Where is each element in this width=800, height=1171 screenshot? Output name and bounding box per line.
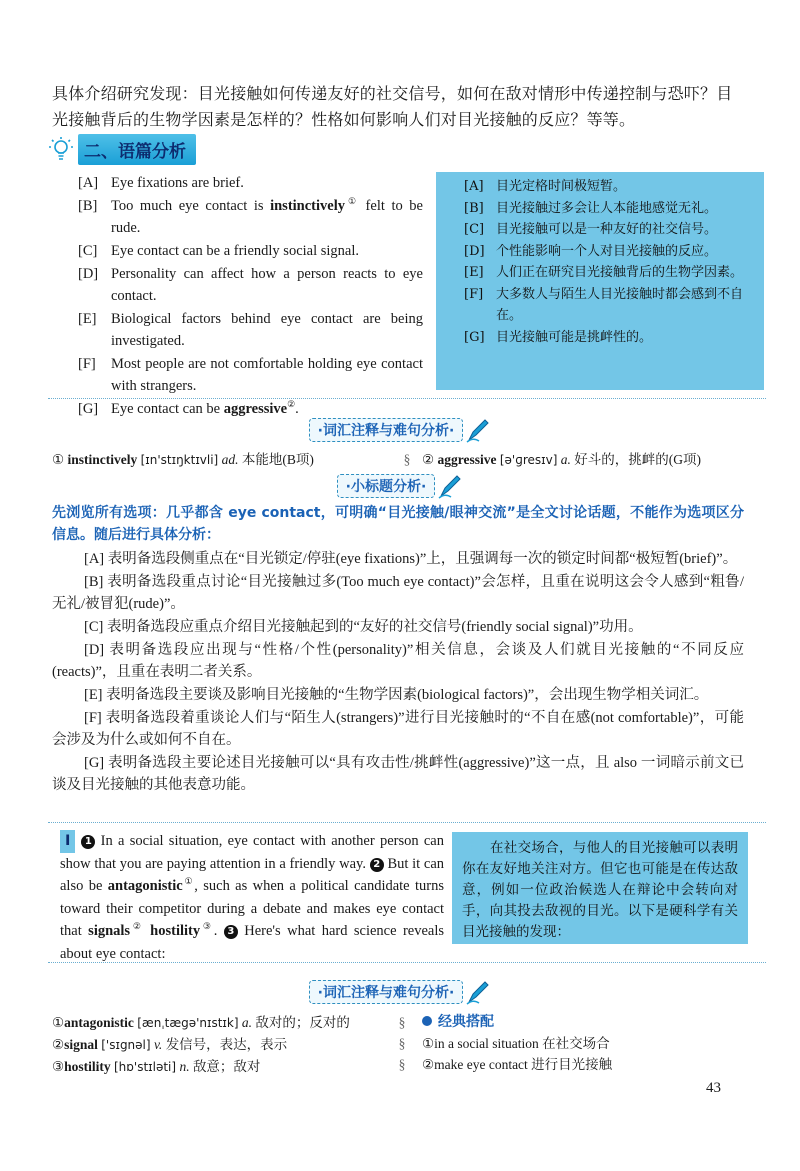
vocab-notes-1 bbox=[52, 450, 752, 470]
page-number: 43 bbox=[706, 1080, 721, 1096]
option-g bbox=[78, 398, 423, 420]
option-label: [B] bbox=[78, 198, 98, 214]
translation-f: [F] 大多数人与陌生人目光接触时都会感到不自在。 bbox=[464, 286, 744, 323]
translation-b: [B] 目光接触过多会让人本能地感觉无礼。 bbox=[464, 200, 718, 216]
subtitle-analysis-banner bbox=[0, 474, 800, 498]
section-heading bbox=[48, 134, 196, 164]
sentence-number: 3 bbox=[224, 925, 238, 939]
analysis-item: [E] 表明备选段主要谈及影响目光接触的“生物学因素(biological factors)”，会出现生物学相关词汇。 bbox=[84, 687, 709, 703]
passage-translation: 在社交场合，与他人的目光接触可以表明你在友好地关注对方。但它也可能是在传达敌意，例如一位政治候选人在辩论中会转向对手，向其投去敌视的目光。以下是硬科学有关目光接触的发现： bbox=[462, 840, 738, 940]
vocab-entry-signal: ②signal ['sɪgnəl] v. 发信号，表达，表示 bbox=[52, 1037, 288, 1052]
banner-label: ·小标题分析· bbox=[337, 474, 436, 498]
vocab-list bbox=[52, 1012, 382, 1078]
analysis-lead: 先浏览所有选项：几乎都含 eye contact，可明确“目光接触/眼神交流”是全文讨论话题，不能作为选项区分信息。随后进行具体分析： bbox=[52, 505, 744, 543]
sentence-2: But it can also be antagonistic①, such as when a political candidate turns toward their competitor during a debate and makes eye contact that signals② hostility③. bbox=[60, 855, 445, 939]
column-separator: § bbox=[403, 452, 411, 467]
section-title: 二、语篇分析 bbox=[78, 134, 196, 165]
option-text: Biological factors behind eye contact are being investigated. bbox=[111, 311, 423, 349]
option-b bbox=[78, 195, 423, 239]
collocation-item: ②make eye contact 进行目光接触 bbox=[422, 1057, 613, 1072]
column-separator: § § § bbox=[398, 1015, 406, 1072]
vocab-entry-antagonistic: ①antagonistic [ænˌtægə'nɪstɪk] a. 敌对的；反对的 bbox=[52, 1015, 350, 1030]
analysis-item: [G] 表明备选段主要论述目光接触可以“具有攻击性/挑衅性(aggressive)”这一点，且 also 一词暗示前文已谈及目光接触的其他表意功能。 bbox=[52, 755, 744, 793]
intro-paragraph: 具体介绍研究发现：目光接触如何传递友好的社交信号，如何在敌对情形中传递控制与恐吓？目光接触背后的生物学因素是怎样的？性格如何影响人们对目光接触的反应？等等。 bbox=[52, 86, 733, 129]
option-text: Eye contact can be aggressive②. bbox=[111, 399, 299, 417]
analysis-item: [F] 表明备选段着重谈论人们与“陌生人(strangers)”进行目光接触时的“不自在感(not comfortable)”，可能会涉及为什么或如何不自在。 bbox=[52, 710, 744, 748]
option-text: Eye fixations are brief. bbox=[111, 175, 244, 191]
collocation-heading: 经典搭配 bbox=[422, 1012, 612, 1033]
keyword-instinctively: instinctively bbox=[270, 198, 346, 214]
translation-a: [A] 目光定格时间极短暂。 bbox=[464, 179, 627, 194]
option-e bbox=[78, 308, 423, 352]
vocab-entry-hostility: ③hostility [hɒ'stɪləti] n. 敌意；敌对 bbox=[52, 1059, 261, 1074]
option-label: [D] bbox=[78, 266, 99, 282]
option-c bbox=[78, 240, 423, 262]
passage-translation-box bbox=[452, 832, 748, 944]
option-text: Most people are not comfortable holding eye contact with strangers. bbox=[111, 356, 423, 394]
vocab-entry-instinctively: ① instinctively [ɪn'stɪŋktɪvli] ad. 本能地(B项) bbox=[52, 452, 314, 467]
option-text: Too much eye contact is instinctively① felt to be rude. bbox=[111, 196, 423, 236]
analysis-item: [B] 表明备选段重点讨论“目光接触过多(Too much eye contact)”会怎样，且重在说明这会令人感到“粗鲁/无礼/被冒犯(rude)”。 bbox=[52, 574, 744, 612]
bullet-icon bbox=[422, 1016, 432, 1026]
option-f bbox=[78, 353, 423, 397]
sentence-number: 2 bbox=[370, 858, 384, 872]
pen-icon bbox=[465, 417, 491, 443]
option-list bbox=[78, 172, 423, 421]
option-label: [E] bbox=[78, 311, 97, 327]
translation-e: [E] 人们正在研究目光接触背后的生物学因素。 bbox=[464, 265, 744, 280]
analysis-item: [A] 表明备选段侧重点在“目光锁定/停驻(eye fixations)”上，且强调每一次的锁定时间都“极短暂(brief)”。 bbox=[84, 551, 738, 567]
option-label: [G] bbox=[78, 401, 99, 417]
translation-c: [C] 目光接触可以是一种友好的社交信号。 bbox=[464, 222, 718, 237]
option-label: [A] bbox=[78, 175, 99, 191]
divider bbox=[48, 822, 766, 823]
lightbulb-icon bbox=[48, 136, 74, 162]
sentence-number: 1 bbox=[81, 835, 95, 849]
translation-d: [D] 个性能影响一个人对目光接触的反应。 bbox=[464, 243, 718, 259]
collocation-item: ①in a social situation 在社交场合 bbox=[422, 1036, 610, 1051]
analysis-item: [C] 表明备选段应重点介绍目光接触起到的“友好的社交信号(friendly social signal)”功用。 bbox=[84, 619, 643, 635]
vocab-entry-aggressive: ② aggressive [ə'ɡresɪv] a. 好斗的，挑衅的(G项) bbox=[422, 452, 702, 467]
option-text: Eye contact can be a friendly social signal. bbox=[111, 243, 360, 259]
paragraph-marker: I bbox=[60, 830, 75, 853]
vocab-banner bbox=[0, 418, 800, 442]
banner-label: ·词汇注释与难句分析· bbox=[309, 980, 464, 1004]
option-d bbox=[78, 263, 423, 307]
divider bbox=[48, 398, 766, 399]
option-text: Personality can affect how a person reacts to eye contact. bbox=[111, 266, 423, 304]
banner-label: ·词汇注释与难句分析· bbox=[309, 418, 464, 442]
vocab-banner-2 bbox=[0, 980, 800, 1004]
sentence-1: In a social situation, eye contact with another person can show that you are paying attention in a friendly way. bbox=[60, 833, 444, 872]
pen-icon bbox=[437, 473, 463, 499]
passage-paragraph-1 bbox=[60, 830, 444, 965]
collocation-list bbox=[422, 1012, 612, 1078]
option-translation-box bbox=[436, 172, 764, 390]
divider bbox=[48, 962, 766, 963]
pen-icon bbox=[465, 979, 491, 1005]
option-label: [C] bbox=[78, 243, 98, 259]
sentence-3: Here's what hard science reveals about eye contact: bbox=[60, 923, 445, 962]
option-analysis bbox=[52, 502, 744, 797]
option-a bbox=[78, 172, 423, 194]
keyword-aggressive: aggressive bbox=[223, 401, 288, 417]
translation-g: [G] 目光接触可能是挑衅性的。 bbox=[464, 329, 653, 345]
vocab-notes-2 bbox=[52, 1012, 752, 1078]
option-label: [F] bbox=[78, 356, 96, 372]
analysis-item: [D] 表明备选段应出现与“性格/个性(personality)”相关信息，会谈及人们就目光接触的“不同反应(reacts)”，且重在表明二者关系。 bbox=[52, 642, 744, 680]
